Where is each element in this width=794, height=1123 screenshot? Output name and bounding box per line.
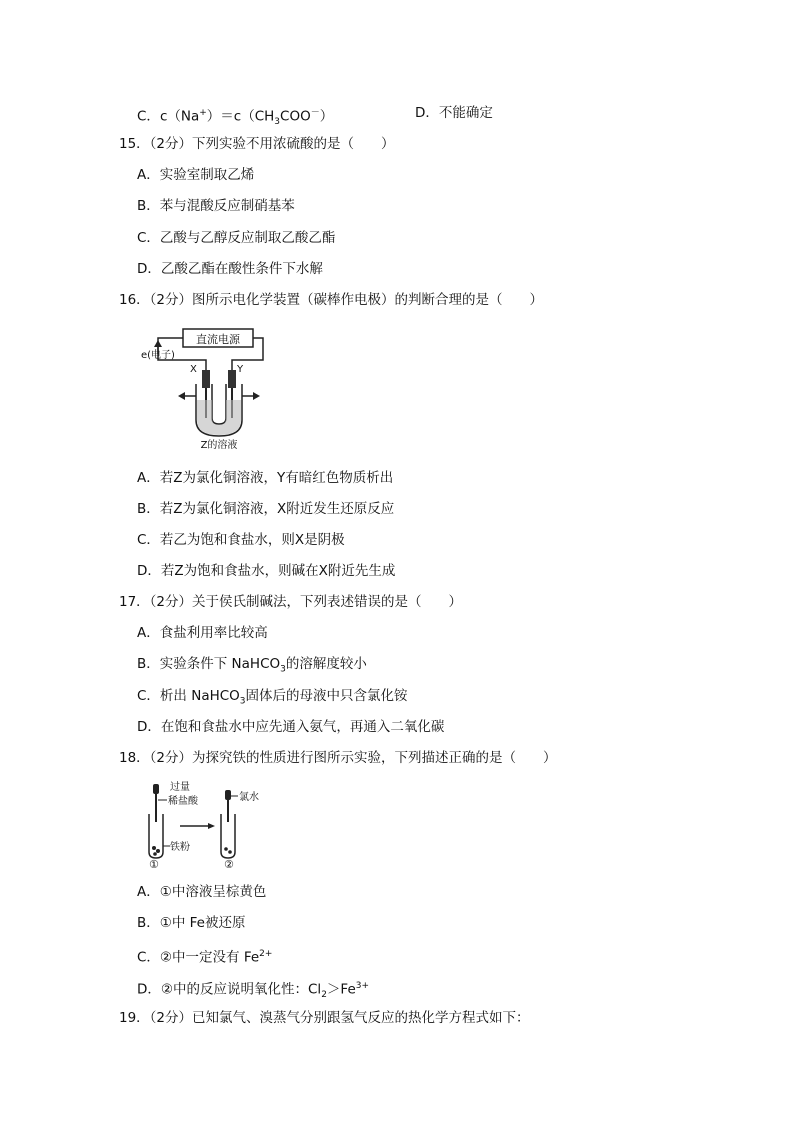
q17-option-d: D．在饱和食盐水中应先通入氨气，再通入二氧化碳 [137, 719, 445, 735]
q17-stem: 17．（2分）关于侯氏制碱法，下列表述错误的是（ ） [119, 594, 463, 610]
excess-label: 过量 [170, 782, 190, 793]
tube-2-label: ② [224, 858, 234, 868]
q14-option-d: D．不能确定 [415, 105, 493, 121]
chlorine-water-label: 氯水 [239, 792, 259, 803]
electron-label: e(电子) [141, 350, 175, 361]
dilute-hcl-label: 稀盐酸 [168, 796, 198, 807]
iron-experiment-figure [140, 778, 280, 868]
q19-stem: 19．（2分）已知氯气、溴蒸气分别跟氢气反应的热化学方程式如下： [119, 1010, 530, 1026]
q18-option-a: A．①中溶液呈棕黄色 [137, 884, 267, 900]
q16-option-a: A．若Z为氯化铜溶液，Y有暗红色物质析出 [137, 470, 394, 486]
q14-option-c: C．$c(Na^+)=c(CH_3COO^-)$ [137, 108, 334, 128]
q17-option-b: B．实验条件下 NaHCO$_3$的溶解度较小 [137, 656, 367, 675]
q16-option-c: C．若乙为饱和食盐水，则X是阴极 [137, 532, 345, 548]
electrode-x-label: X [190, 364, 197, 375]
q15-stem: 15．（2分）下列实验不用浓硫酸的是（ ） [119, 136, 395, 152]
q16-option-d: D．若Z为饱和食盐水，则碱在X附近先生成 [137, 563, 396, 579]
electrolysis-cell-figure [138, 322, 273, 450]
q15-option-a: A．实验室制取乙烯 [137, 167, 255, 183]
q18-option-c: C．②中一定没有 $Fe^{2+}$ [137, 949, 273, 966]
iron-powder-label: 铁粉 [170, 842, 190, 853]
electrode-y-label: Y [237, 364, 244, 375]
tube-1-label: ① [149, 858, 159, 868]
q16-stem: 16．（2分）图所示电化学装置（碳棒作电极）的判断合理的是（ ） [119, 292, 544, 308]
q15-option-b: B．苯与混酸反应制硝基苯 [137, 198, 295, 214]
q17-option-a: A．食盐利用率比较高 [137, 625, 268, 641]
q18-stem: 18．（2分）为探究铁的性质进行图所示实验，下列描述正确的是（ ） [119, 750, 557, 766]
q18-option-b: B．①中 Fe被还原 [137, 915, 246, 931]
q17-option-c: C．析出 NaHCO$_3$固体后的母液中只含氯化铵 [137, 688, 408, 707]
q15-option-c: C．乙酸与乙醇反应制取乙酸乙酯 [137, 230, 336, 246]
q18-option-d: D．②中的反应说明氧化性：$Cl_2>Fe^{3+}$ [137, 981, 370, 1001]
power-supply-label: 直流电源 [196, 333, 240, 346]
q16-option-b: B．若Z为氯化铜溶液，X附近发生还原反应 [137, 501, 395, 517]
q15-option-d: D．乙酸乙酯在酸性条件下水解 [137, 261, 323, 277]
solution-label: Z的溶液 [200, 440, 238, 450]
